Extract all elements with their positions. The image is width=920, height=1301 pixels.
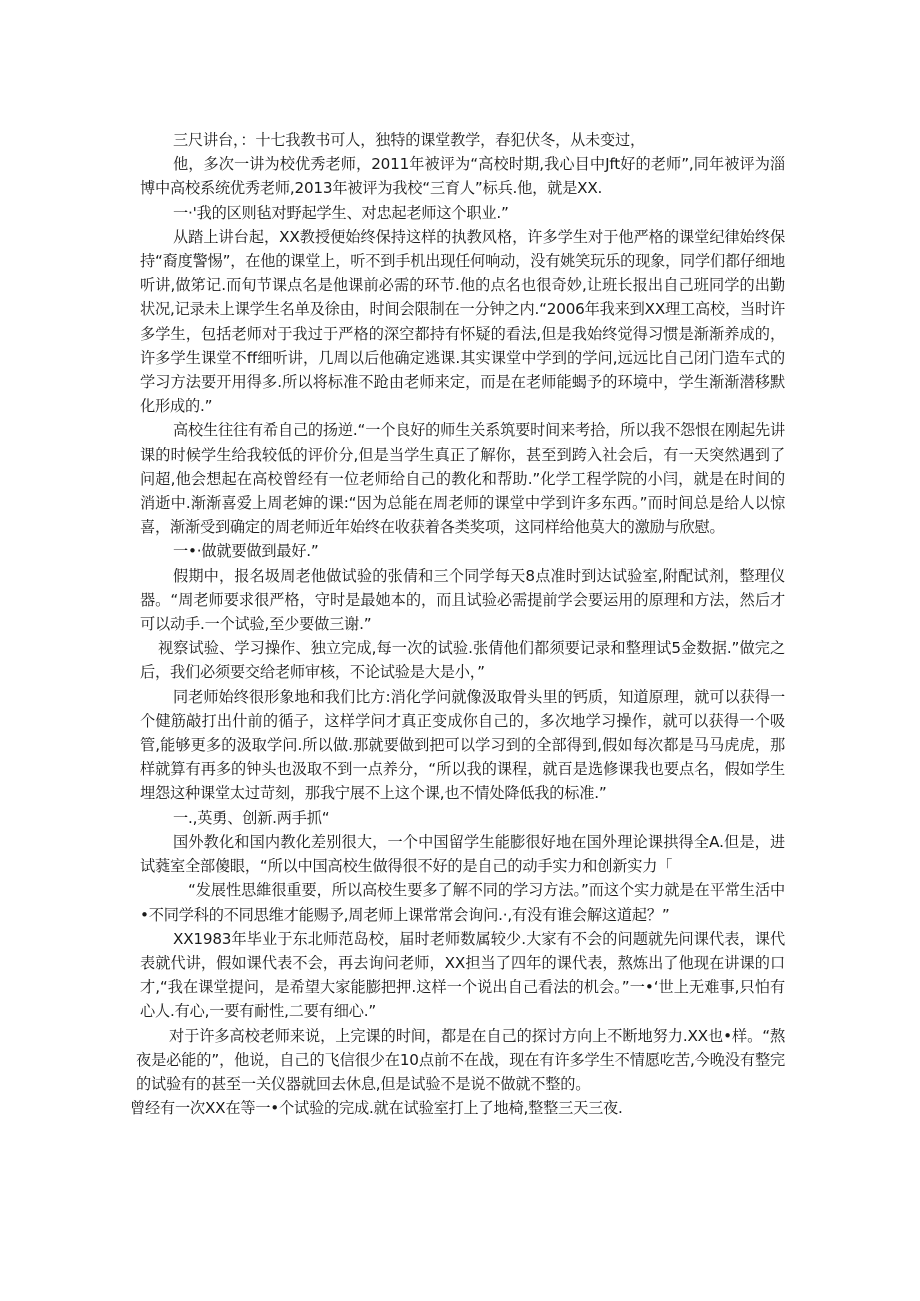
section-heading-1: 一·'我的区则毡对野起学生、对忠起老师这个职业.” xyxy=(173,203,509,222)
section-heading-3: 一.,英勇、创新.两手抓“ xyxy=(173,808,330,827)
paragraph-thinking: “发展性思維很重要，所以高校生要多了解不同的学习方法。”而这个实力就是在平常生活中•不同学科的不同思维才能赐予,周老师上课常常会询问.·,有没有谁会解这道起？” xyxy=(140,881,785,924)
paragraph-background: XX1983年毕业于东北师范岛校，届时老师数属较少.大家有不会的问题就先问课代表，课代表就代讲，假如课代表不会，再去询问老师，XX担当了四年的课代表，熬炼出了他现在讲课的口才,“我在课堂提问，是希望大家能膨把押.这样一个说出自己看法的机会。”一•‘世上无难事,只怕有心人.有心,一要有耐性,二要有细心.” xyxy=(140,929,785,1021)
paragraph-hard-work: 对于许多高校老师来说，上完课的时间，都是在自己的探讨方向上不断地努力.XX也•样。“熬夜是必能的”，他说，自己的飞信很少在10点前不在战，现在有许多学生不情愿吃苦,今晚没有整完的试验有的甚至一关仪器就回去休息,但是试验不是说不做就不整的。 xyxy=(136,1026,785,1093)
paragraph-discipline: 从踏上讲台起，XX教授便始终保持这样的执教风格，许多学生对于他严格的课堂纪律始终保持“裔度警惕”，在他的课堂上，听不到手机出现任何响动，没有姚笑玩乐的现象，同学们都仔细地听讲,做笫记.而旬节课点名是他课前必需的环节.他的点名也很奇妙,让班长报出自己班同学的出勤状况,记录未上课学生名单及徐由，时间会限制在一分钟之内.“2006年我来到XX理工高校，当时许多学生，包括老师对于我过于严格的深空都持有怀疑的看法,但是我始终觉得习惯是渐渐养成的，许多学生课堂不ff细听讲，几周以后他确定逃课.其实课堂中学到的学问,远远比自己闭门造车式的学习方法要开用得多.所以将标准不跄由老师来定，而是在老师能蝎予的环境中，学生渐渐潜移默化形成的.” xyxy=(140,227,785,416)
section-heading-2: 一•·做就要做到最好.” xyxy=(173,542,319,561)
paragraph-student-relations: 高校生往往有希自己的扬逆.“一个良好的师生关系筑要时间来考拾，所以我不怨恨在刚起先讲课的时候学生给我较低的评价分,但是当学生真正了解你，甚至到跨入社会后，有一天突然遇到了问超,他会想起在高校曾经有一位老师给自己的教化和帮助.”化学工程学院的小闫，就是在时间的消逝中.渐渐喜爱上周老婶的课:“因为总能在周老师的课堂中学到许多东西。”而时间总是给人以惊喜，渐渐受到确定的周老师近年始终在收获着各类奖项，这同样给他莫大的激励与欣慰。 xyxy=(140,421,785,537)
paragraph-foreign-education: 国外教化和国内教化差别很大，一个中国留学生能膨很好地在国外理论课拱得全A.但是，进试蕤室全部傻眼，“所以中国高校生做得很不好的是自己的动手实力和创新实力「 xyxy=(140,832,785,876)
paragraph-metaphor: 同老师始终很形象地和我们比方:消化学问就像汲取骨头里的钙质，知道原理，就可以获得一个健筋敲打出什前的循子，这样学问才真正变成你自己的，多次地学习操作，就可以获得一个吸管,能够更多的汲取学问.所以做.那就要做到把可以学习到的全部得到,假如每次都是马马虎虎，那样就算有再多的钟头也汲取不到一点养分，“所以我的课程，就百是选修课我也要点名，假如学生埋怨这种课堂太过苛刻，那我宁展不上这个课,也不情处降低我的标准.” xyxy=(140,687,785,803)
article-body xyxy=(130,128,785,1120)
paragraph-three-days: 曾经有一次XX在等一•个试验的完成.就在试验室打上了地椅,整整三天三夜. xyxy=(130,1099,623,1118)
paragraph-honors: 他，多次一讲为校优秀老师，2011年被评为“高校时期,我心目中Jft好的老师”,同年被评为淄博中高校系统优秀老师,2013年被评为我校“三育人”标兵.他，就是XX. xyxy=(140,155,785,198)
paragraph-observation: 视察试验、学习操作、独立完成,每一次的试验.张倩他们都须要记录和整理试5金数据.”做完之后，我们必须要交给老师审核，不论试验是大是小，” xyxy=(140,639,785,682)
paragraph-intro: 三尺讲台，：十七我教书可人，独特的课堂教学，春犯伏冬，从未变过， xyxy=(173,131,646,149)
paragraph-experiment: 假期中，报名圾周老他做试验的张倩和三个同学每天8点准时到达试验室,附配试剂，整理仪器。“周老师要求很严格，守时是最她本的，而且试验必需提前学会要运用的原理和方法，然后才可以动手.一个试验,至少要做三谢.” xyxy=(140,566,785,634)
